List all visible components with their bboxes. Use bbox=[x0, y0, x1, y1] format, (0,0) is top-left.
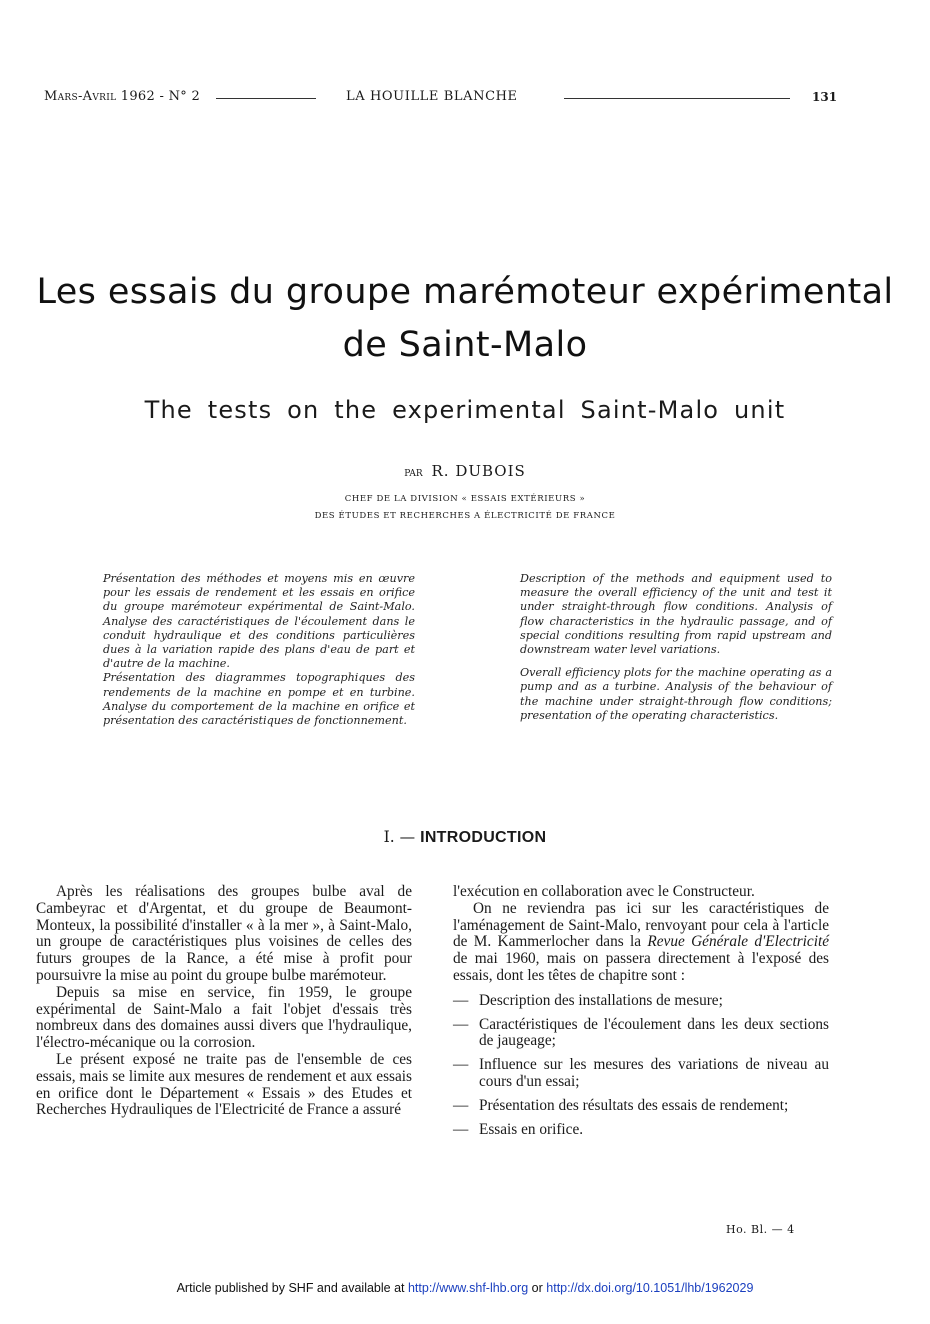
article-title-line1: Les essais du groupe marémoteur expérimental bbox=[36, 272, 894, 312]
list-item-text: Caractéristiques de l'écoulement dans les deux sections de jaugeage; bbox=[479, 1015, 829, 1050]
abstract-en-para2: Overall efficiency plots for the machine operating as a pump and as a turbine. Analysis of the behaviour of the machine under straight-through flow conditions; presentation of the operating characteristics. bbox=[520, 666, 832, 722]
list-item bbox=[453, 1017, 829, 1051]
byline-par: par bbox=[404, 465, 423, 480]
issue-info: Mars-Avril 1962 - N° 2 bbox=[44, 89, 201, 104]
chapter-list bbox=[453, 993, 829, 1139]
list-item-text: Essais en orifice. bbox=[479, 1120, 584, 1138]
header-rule-left bbox=[216, 98, 316, 99]
article-subtitle: The tests on the experimental Saint-Malo unit bbox=[144, 396, 786, 424]
body-column-right bbox=[453, 884, 829, 1145]
article-title-line2: de Saint-Malo bbox=[342, 325, 588, 365]
list-item bbox=[453, 1057, 829, 1091]
section-title: INTRODUCTION bbox=[420, 829, 547, 846]
list-dash: — bbox=[453, 1056, 469, 1074]
list-item-text: Influence sur les mesures des variations de niveau au cours d'un essai; bbox=[479, 1056, 829, 1090]
body-paragraph: Le présent exposé ne traite pas de l'ensemble de ces essais, mais se limite aux mesures de rendement et aux essais en orifice dont le Département « Essais » des Etudes et Recherches Hydrauliques de l'Electricité de France a assuré bbox=[36, 1050, 412, 1119]
list-item bbox=[453, 1122, 829, 1139]
body-paragraph-continuation: l'exécution en collaboration avec le Constructeur. bbox=[453, 883, 755, 900]
list-dash: — bbox=[453, 1120, 469, 1138]
affiliation-line1: CHEF DE LA DIVISION « ESSAIS EXTÉRIEURS » bbox=[344, 494, 586, 504]
abstract-french bbox=[103, 572, 415, 728]
abstract-en-para1: Description of the methods and equipment used to measure the overall efficiency of the unit and test it under straight-through flow conditions. Analysis of flow characteristics in the hydraulic passage, and of special conditions resulting from rapid upstream and downstream water level variations. bbox=[520, 572, 832, 657]
body-paragraph: Depuis sa mise en service, fin 1959, le groupe expérimental de Saint-Malo a fait l'objet d'essais très nombreux dans des domaines aussi divers que l'hydraulique, l'électro-mécanique ou la corrosion. bbox=[36, 983, 412, 1052]
running-header bbox=[44, 89, 838, 111]
header-rule-right bbox=[564, 98, 790, 99]
author-name: R. DUBOIS bbox=[431, 462, 526, 480]
list-item-text: Description des installations de mesure; bbox=[479, 991, 723, 1009]
doi-link[interactable]: http://dx.doi.org/10.1051/lhb/1962029 bbox=[546, 1281, 754, 1295]
affiliation-line2: DES ÉTUDES ET RECHERCHES A ÉLECTRICITÉ DE FRANCE bbox=[314, 511, 616, 521]
list-item bbox=[453, 1098, 829, 1115]
folio-mark: Ho. Bl. — 4 bbox=[726, 1223, 795, 1236]
list-dash: — bbox=[453, 1015, 469, 1033]
footer-prefix: Article published by SHF and available at bbox=[176, 1281, 405, 1295]
shf-link[interactable]: http://www.shf-lhb.org bbox=[407, 1281, 529, 1295]
byline bbox=[0, 462, 930, 480]
body-paragraph bbox=[453, 901, 829, 985]
list-dash: — bbox=[453, 1096, 469, 1114]
body-paragraph: Après les réalisations des groupes bulbe aval de Cambeyrac et d'Argentat, et du groupe de Beaumont-Monteux, la possibilité d'installer « à la mer », à Saint-Malo, un groupe de caractéristiques plus voisines de celles des futurs groupes de la Rance, a été mise à profit pour poursuivre la mise au point du groupe bulbe marémoteur. bbox=[36, 883, 412, 984]
list-dash: — bbox=[453, 991, 469, 1009]
abstract-english bbox=[520, 572, 832, 723]
body-column-left bbox=[36, 884, 412, 1119]
footer-or: or bbox=[531, 1281, 543, 1295]
page-number: 131 bbox=[812, 90, 838, 104]
publication-footer bbox=[0, 1281, 930, 1295]
list-item-text: Présentation des résultats des essais de rendement; bbox=[479, 1096, 789, 1114]
para2-start: On ne reviendra pas ici sur les caractéristiques de l'aménagement de Saint-Malo, renvoyant pour cela à l'article de M. Kammerlocher dans la bbox=[453, 899, 829, 951]
section-heading bbox=[0, 828, 930, 847]
section-number: I. — bbox=[383, 828, 416, 846]
abstract-fr-para2: Présentation des diagrammes topographiques des rendements de la machine en pompe et en turbine. Analyse du comportement de la machine en orifice et présentation des caractéristiques de fonctionnement. bbox=[103, 671, 415, 728]
abstract-fr-para1: Présentation des méthodes et moyens mis en œuvre pour les essais de rendement et les essais en orifice du groupe marémoteur expérimental de Saint-Malo. Analyse des caractéristiques de l'écoulement dans le conduit hydraulique et des conditions particulières dues à la variation rapide des plans d'eau de part et d'autre de la machine. bbox=[103, 572, 415, 671]
journal-name: LA HOUILLE BLANCHE bbox=[346, 89, 518, 104]
para2-end: de mai 1960, mais on passera directement à l'exposé des essais, dont les têtes de chapitre sont : bbox=[453, 950, 829, 984]
list-item bbox=[453, 993, 829, 1010]
journal-reference: Revue Générale d'Electricité bbox=[647, 933, 829, 951]
